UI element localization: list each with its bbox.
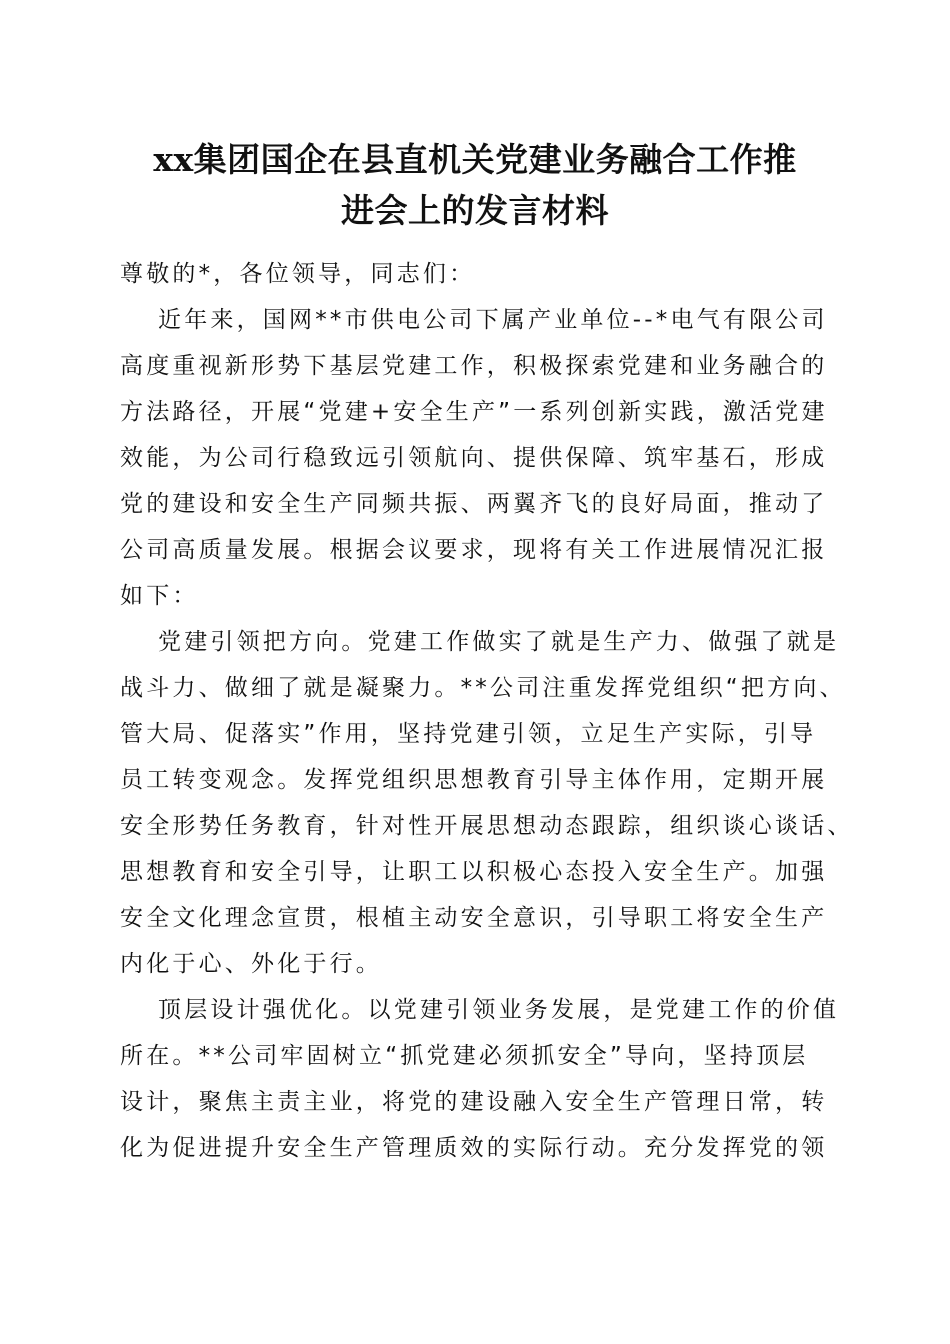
text-line: 高度重视新形势下基层党建工作，积极探索党建和业务融合的: [120, 353, 828, 379]
text-line: 管大局、促落实”作用，坚持党建引领，立足生产实际，引导: [120, 721, 817, 747]
paragraph-party-leadership: [120, 619, 854, 987]
text-line: 所在。**公司牢固树立“抓党建必须抓安全”导向，坚持顶层: [120, 1043, 809, 1069]
document-title: [120, 134, 830, 236]
text-line: 党建引领把方向。党建工作做实了就是生产力、做强了就是: [158, 629, 840, 655]
text-line: 如下：: [120, 583, 199, 609]
text-line: 安全形势任务教育，针对性开展思想动态跟踪，组织谈心谈话、: [120, 813, 854, 839]
text-line: 安全文化理念宣贯，根植主动安全意识，引导职工将安全生产: [120, 905, 828, 931]
text-line: 思想教育和安全引导，让职工以积极心态投入安全生产。加强: [120, 859, 828, 885]
text-line: 党的建设和安全生产同频共振、两翼齐飞的良好局面，推动了: [120, 491, 828, 517]
text-line: 化为促进提升安全生产管理质效的实际行动。充分发挥党的领: [120, 1135, 828, 1161]
text-line: 战斗力、做细了就是凝聚力。**公司注重发挥党组织“把方向、: [120, 675, 846, 701]
text-line: 公司高质量发展。根据会议要求，现将有关工作进展情况汇报: [120, 537, 828, 563]
text-line: 内化于心、外化于行。: [120, 951, 382, 977]
text-line: 近年来，国网**市供电公司下属产业单位--*电气有限公司: [158, 307, 828, 333]
title-line: xx集团国企在县直机关党建业务融合工作推: [153, 140, 797, 179]
salutation-line: 尊敬的*，各位领导，同志们：: [120, 261, 476, 287]
text-line: 顶层设计强优化。以党建引领业务发展，是党建工作的价值: [158, 997, 840, 1023]
title-line: 进会上的发言材料: [341, 191, 609, 230]
text-line: 方法路径，开展“党建+安全生产”一系列创新实践，激活党建: [120, 399, 828, 425]
paragraph-intro: [120, 297, 835, 619]
text-line: 效能，为公司行稳致远引领航向、提供保障、筑牢基石，形成: [120, 445, 828, 471]
paragraph-top-level-design: [120, 987, 840, 1171]
salutation: [120, 251, 835, 297]
text-line: 员工转变观念。发挥党组织思想教育引导主体作用，定期开展: [120, 767, 828, 793]
document-body: [120, 251, 854, 1171]
text-line: 设计，聚焦主责主业，将党的建设融入安全生产管理日常，转: [120, 1089, 828, 1115]
